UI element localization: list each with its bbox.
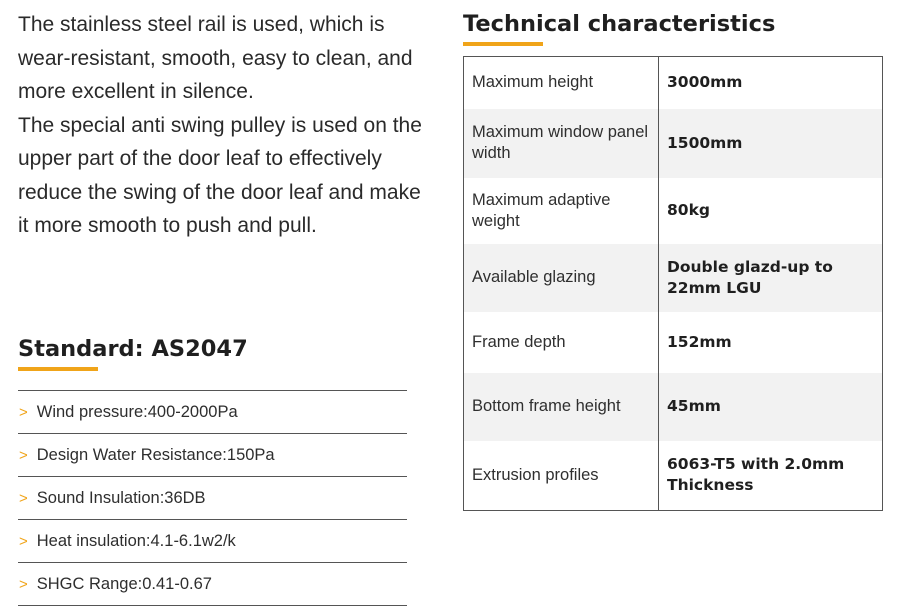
standard-heading: Standard: AS2047 — [18, 336, 248, 362]
table-row — [464, 441, 883, 511]
list-item-label: Heat insulation:4.1-6.1w2/k — [36, 531, 236, 550]
table-cell-label: Maximum height — [464, 57, 659, 109]
table-row — [464, 109, 883, 178]
list-item — [18, 391, 407, 434]
standard-heading-underline — [18, 367, 98, 371]
list-item-label: SHGC Range:0.41-0.67 — [36, 574, 212, 593]
chevron-right-icon: > — [19, 575, 28, 593]
list-item-label: Sound Insulation:36DB — [36, 488, 206, 507]
table-row — [464, 178, 883, 244]
list-item — [18, 563, 407, 606]
table-row — [464, 373, 883, 441]
intro-paragraph-1: The stainless steel rail is used, which is wear-resistant, smooth, easy to clean, and more excellent in silence. — [18, 13, 413, 103]
chevron-right-icon: > — [19, 532, 28, 550]
intro-paragraph-2: The special anti swing pulley is used on the upper part of the door leaf to effectively reduce the swing of the door leaf and make it more smooth to push and pull. — [18, 113, 422, 237]
table-cell-value: 3000mm — [667, 73, 743, 92]
technical-heading-underline — [463, 42, 543, 46]
table-row — [464, 312, 883, 373]
list-item-label: Wind pressure:400-2000Pa — [36, 402, 238, 421]
table-row — [464, 244, 883, 312]
table-cell-value: 1500mm — [659, 109, 883, 178]
chevron-right-icon: > — [19, 403, 28, 421]
table-cell-value: 6063-T5 with 2.0mm Thickness — [667, 455, 845, 495]
chevron-right-icon: > — [19, 489, 28, 507]
table-cell-label: Maximum window panel width — [464, 109, 659, 178]
table-cell-label: Available glazing — [464, 244, 659, 312]
technical-table — [463, 56, 883, 511]
table-cell-label: Frame depth — [464, 312, 659, 373]
intro-text — [18, 8, 428, 243]
table-cell-label: Maximum adaptive weight — [464, 178, 659, 244]
list-item — [18, 434, 407, 477]
list-item-label: Design Water Resistance:150Pa — [36, 445, 275, 464]
chevron-right-icon: > — [19, 446, 28, 464]
list-item — [18, 477, 407, 520]
table-cell-value: Double glazd-up to 22mm LGU — [659, 244, 883, 312]
table-cell-value: 45mm — [659, 373, 883, 441]
table-cell-label: Extrusion profiles — [464, 441, 659, 511]
standard-list — [18, 390, 407, 606]
table-row — [464, 57, 883, 109]
table-cell-value: 152mm — [667, 332, 732, 351]
list-item — [18, 520, 407, 563]
table-cell-value: 80kg — [667, 201, 710, 219]
table-cell-label: Bottom frame height — [464, 373, 659, 441]
technical-heading: Technical characteristics — [463, 11, 776, 37]
